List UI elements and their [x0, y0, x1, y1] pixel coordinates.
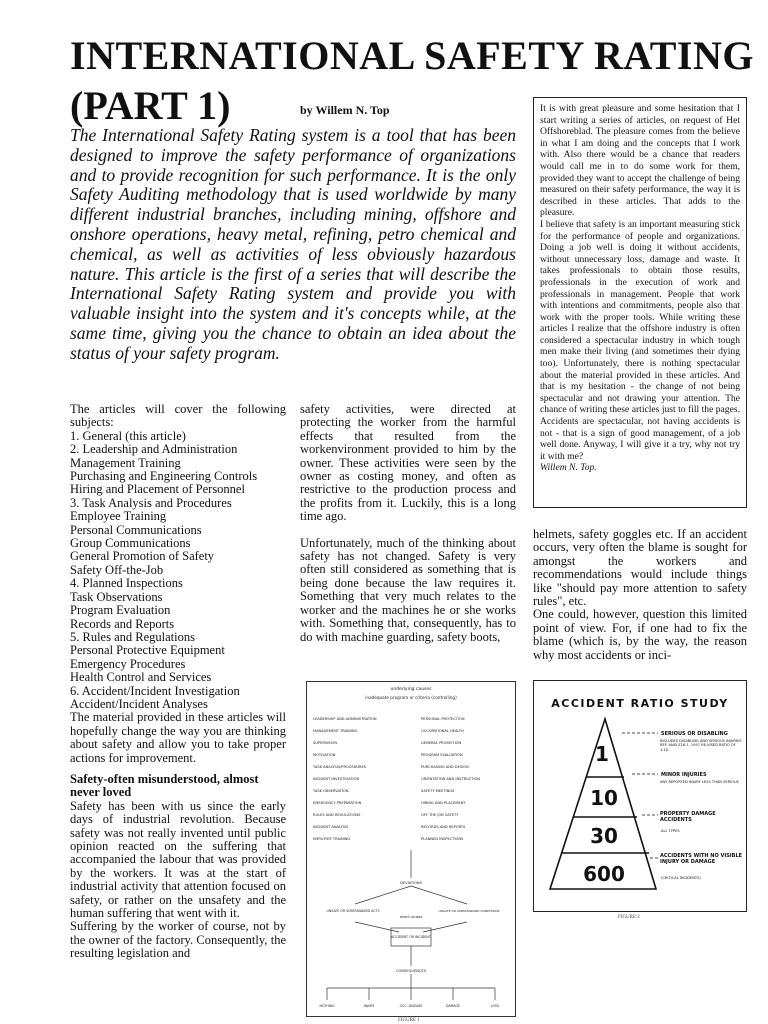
cause-item: OCCUPATIONAL HEALTH [421, 729, 464, 733]
cause-item: RECORDS AND REPORTS [421, 825, 466, 829]
tier-value: 1 [595, 742, 609, 766]
author-note-box [533, 97, 747, 508]
flow-connector [355, 886, 411, 904]
figure-1-caption: FIGURE 1 [398, 1018, 420, 1023]
flow-connector [355, 922, 399, 932]
tier-label: PROPERTY DAMAGE ACCIDENTS [660, 811, 716, 823]
body-paragraph: safety activities, were directed at protecting the worker from the harmful effects that resulted from the workenvironment provided to him by the owner. These activities were seen by the owner as costing money, and often as restrictive to the production process and the profits from it. Luckily, this is a long time ago. [300, 402, 516, 524]
subjects-intro: The articles will cover the following subjects: [70, 402, 286, 430]
article-part: (PART 1) [70, 83, 231, 128]
cause-item: GENERAL PROMOTION [421, 741, 462, 745]
subject-item: 6. Accident/Incident Investigation [70, 683, 240, 698]
subject-item: Hiring and Placement of Personnel [70, 482, 245, 497]
cause-item: MOTIVATION [313, 753, 336, 757]
tier-note: ALL TYPES [661, 829, 680, 833]
tier-note: (CRITICAL INCIDENTS) [661, 876, 701, 880]
subject-item: Program Evaluation [70, 603, 171, 618]
section-paragraph: Safety has been with us since the early days of industrial revolution. Because safety was not really invented until public opinion reacted on the suffering that accompanied the labour that was provided by the workers. It was at the start of industrial activity that attention focused on safety, or rather on the unsafety and the human suffering that went with it. [70, 798, 286, 921]
cause-item: RULES AND REGULATIONS [313, 813, 361, 817]
body-paragraph: helmets, safety goggles etc. If an accident occurs, very often the blame is sought for amongst the workers and recommendations would include things like "should pay more attention to safety rules", etc. [533, 527, 747, 609]
subject-item: Employee Training [70, 509, 167, 524]
outcome-label: LOSS [490, 1004, 500, 1008]
subject-item: 3. Task Analysis and Procedures [70, 495, 232, 510]
flow-connector [411, 886, 467, 904]
diagram-subheading: inadequate program or criteria (controlling) [365, 695, 457, 700]
cause-item: TASK OBSERVATION [313, 789, 349, 793]
cause-item: LEADERSHIP AND ADMINISTRATION [313, 717, 377, 721]
author-note-paragraph: I believe that safety is an important measuring stick for the performance of people and organizations. Doing a job well is doing it without accidents, without unnecessary loss, damage and waste. It takes professionals to obtain those results, professionals in the execution of work and professionals in management. People that work with intentions and commitments, people also that work with the proper tools. While writing these articles I realize that the offshore industry is often considered a spectacular industry in which tough men make their living (and sometimes their dying too). Unfortunately, there is nothing spectacular about the material provided in these articles. And that is my hesitation - the change of not being spectacular and not drawing your attention. The chance of writing these articles just to fill the pages. Accidents are spectacular, not having accidents is not - that is a sign of good management, of a job well done. Anyway, I will give it a try, why not try it with me? [540, 218, 740, 462]
tier-label: SERIOUS OR DISABLING [661, 731, 728, 737]
cause-item: SAFETY MEETINGS [421, 789, 455, 793]
accident-ratio-figure [533, 680, 747, 912]
figure-2-caption: FIGURE 2 [618, 915, 640, 920]
outcome-label: NOTHING [319, 1004, 335, 1008]
causes-diagram-svg [307, 682, 515, 1016]
column-3 [533, 528, 747, 662]
diagram-heading: underlying causes [390, 687, 432, 692]
column-2 [300, 403, 516, 657]
subjects-closing: The material provided in these articles will hopefully change the way you are thinking about safety and allow you to take proper actions for improvement. [70, 710, 286, 765]
cause-item: PERSONAL PROTECTION [421, 717, 465, 721]
cause-item: SUPERVISION [313, 741, 338, 745]
subject-item: Emergency Procedures [70, 656, 186, 671]
flow-connector [423, 922, 467, 932]
outcome-label: INJURY [363, 1004, 375, 1008]
column-1 [70, 403, 286, 961]
tier-value: 10 [590, 786, 618, 810]
cause-item: EMERGENCY PREPARATION [313, 801, 362, 805]
subject-item: Records and Reports [70, 616, 175, 631]
subject-item: Group Communications [70, 536, 191, 551]
byline: by Willem N. Top [300, 103, 390, 117]
consequences-label: CONSEQUENCES [395, 969, 427, 973]
causes-diagram [306, 681, 516, 1017]
author-note-paragraph: It is with great pleasure and some hesitation that I start writing a series of articles, on request of Het Offshoreblad. The pleasure comes from the believe in what I am doing and the concepts that I work with. Also there would be a chance that readers would call me in to do some work for them, provided they want to accept the challenge of being measured on their safety performance, the way it is described in these articles. That adds to the pleasure. [540, 103, 740, 219]
cause-item: TASK ANALYSIS/PROCEDURES [313, 765, 367, 769]
accident-label: ACCIDENT OR INCIDENT [391, 935, 431, 939]
cause-item: OFF THE JOB SAFETY [421, 813, 459, 817]
lead-paragraph: The International Safety Rating system is a tool that has been designed to improve the safety performance of organizations and to provide recognition for such performance. It is the only Safety Auditing methodology that is used worldwide by many different industrial branches, including mining, offshore and onshore operations, heavy metal, refining, petro chemical and chemical, as well as activities of less obviously hazardous nature. This article is the first of a series that will describe the International Safety Rating system and provide you with valuable insight into the system and it's concepts while, at the same time, giving you the chance to obtain an idea about the status of your safety program. [70, 125, 516, 363]
author-signature: Willem N. Top. [540, 462, 597, 474]
subject-item: 1. General (this article) [70, 428, 186, 443]
subject-item: 4. Planned Inspections [70, 576, 183, 591]
unsafe-conditions-label: UNSAFE OR SUBSTANDARD CONDITIONS [438, 909, 500, 913]
section-heading: Safety-often misunderstood, almost never loved [70, 771, 259, 800]
outcome-label: DAMAGE [446, 1004, 460, 1008]
subject-item: Management Training [70, 455, 181, 470]
subject-item: General Promotion of Safety [70, 549, 215, 564]
body-paragraph: One could, however, question this limited point of view. For, if one had to fix the blame (which is, by the way, the reason why most accidents or inci- [533, 607, 747, 662]
tier-value: 600 [583, 862, 625, 886]
cause-item: ORIENTATION AND INSTRUCTION [421, 777, 481, 781]
direct-causes-label: direct causes [399, 915, 423, 919]
unsafe-acts-label: UNSAFE OR SUBSTANDARD ACTS [326, 909, 380, 913]
article-title: INTERNATIONAL SAFETY RATING [70, 33, 754, 78]
outcome-label: OCC. DISEASE [399, 1004, 423, 1008]
tier-value: 30 [590, 824, 618, 848]
subject-item: Task Observations [70, 589, 163, 604]
subject-item: Accident/Incident Analyses [70, 696, 208, 711]
subjects-list [70, 430, 286, 712]
deviations-label: DEVIATIONS [400, 881, 422, 885]
subject-item: Health Control and Services [70, 670, 212, 685]
subject-item: Purchasing and Engineering Controls [70, 469, 258, 484]
section-paragraph: Suffering by the worker of course, not by the owner of the factory. Consequently, the resulting legislation and [70, 919, 286, 961]
tier-label: ACCIDENTS WITH NO VISIBLE INJURY OR DAMAGE [660, 853, 743, 865]
cause-item: INCIDENT INVESTIGATION [313, 777, 360, 781]
cause-item: MANAGEMENT TRAINING [313, 729, 358, 733]
cause-item: INCIDENT ANALYSIS [313, 825, 349, 829]
subject-item: Personal Protective Equipment [70, 643, 225, 658]
tier-label: MINOR INJURIES [661, 772, 707, 778]
cause-item: PLANNED INSPECTIONS [421, 837, 464, 841]
cause-item: HIRING AND PLACEMENT [421, 801, 466, 805]
cause-item: PURCHASING AND DESIGN [421, 765, 469, 769]
cause-item: EMPLOYEE TRAINING [313, 837, 351, 841]
subject-item: Safety Off-the-Job [70, 562, 164, 577]
subject-item: Personal Communications [70, 522, 202, 537]
tier-note: ANY REPORTED INJURY LESS THAN SERIOUS [660, 780, 739, 784]
accident-ratio-svg [534, 681, 746, 911]
subject-item: 2. Leadership and Administration [70, 442, 238, 457]
subject-item: 5. Rules and Regulations [70, 629, 195, 644]
tier-note: INCLUDES DISABLING AND SERIOUS INJURIES REF. ANSI Z16.1, 1957 RE-VISED RATIO OF 1:10. [660, 739, 742, 752]
body-paragraph: Unfortunately, much of the thinking about safety has not changed. Safety is very often still considered as something that is being done because the law requires it. Something that very much relates to the worker and the machines he or she works with. Something that, consequently, has to do with machine guarding, safety boots, [300, 535, 516, 644]
cause-item: PROGRAM EVALUATION [421, 753, 463, 757]
ratio-title: ACCIDENT RATIO STUDY [551, 697, 729, 710]
